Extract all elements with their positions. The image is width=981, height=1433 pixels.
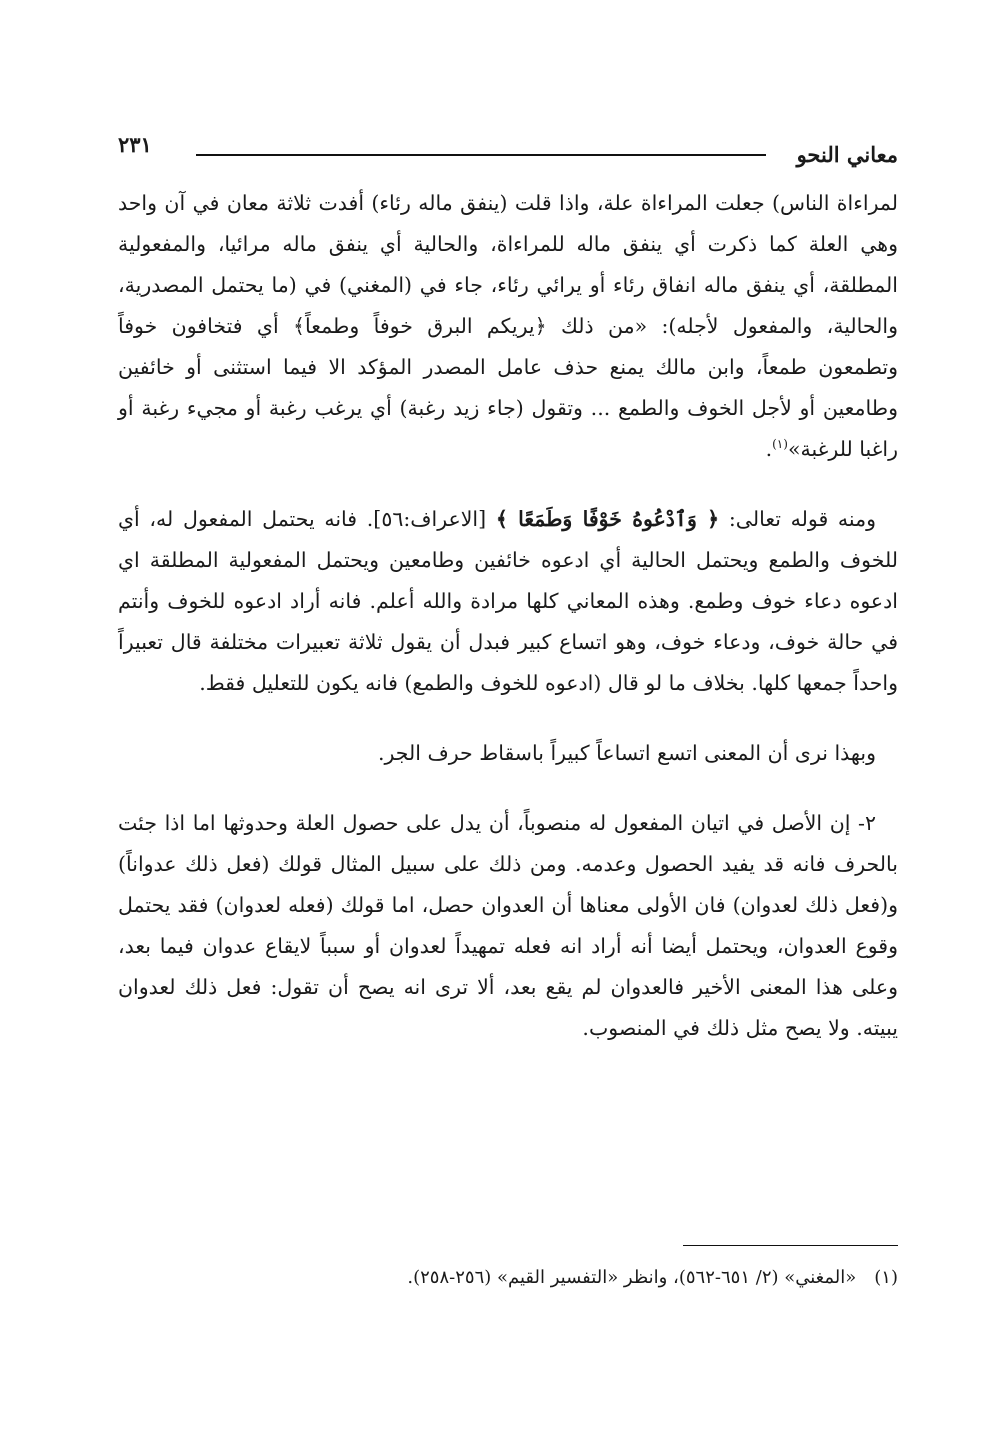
paragraph-2 [118, 499, 898, 704]
paragraph-3: وبهذا نرى أن المعنى اتسع اتساعاً كبيراً باسقاط حرف الجر. [377, 741, 876, 765]
quran-verse: ﴿ وَٱدْعُوهُ خَوْفًا وَطَمَعًا ﴾ [495, 507, 720, 531]
page-header [118, 128, 898, 168]
footnote [118, 1263, 898, 1293]
paragraph-1 [118, 183, 898, 470]
paragraph-1-end: . [765, 437, 773, 461]
main-text [118, 183, 898, 1049]
paragraph-1-text: لمراءاة الناس) جعلت المراءاة علة، واذا قلت (ينفق ماله رئاء) أفدت ثلاثة معان في آن واحد وهي العلة كما ذكرت أي ينفق ماله للمراءاة، والحالية أي ينفق ماله مرائيا، والمفعولية المطلقة، أي ينفق ماله انفاق رئاء أو يرائي رئاء، جاء في (المغني) في (ما يحتمل المصدرية، والحالية، والمفعول لأجله): «من ذلك ﴿يريكم البرق خوفاً وطمعاً﴾ أي فتخافون خوفاً وتطمعون طمعاً، وابن مالك يمنع حذف عامل المصدر المؤكد الا فيما استثنى أو خائفين وطامعين أو لأجل الخوف والطمع ... وتقول (جاء زيد رغبة) أي يرغب رغبة أو مجيء رغبة أو راغبا للرغبة» [118, 191, 898, 461]
footnote-text: «المغني» (٢/ ٦٥١-٥٦٢)، وانظر «التفسير القيم» (٢٥٦-٢٥٨). [407, 1267, 857, 1288]
page-number: ٢٣١ [118, 132, 152, 157]
paragraph-2-text: [الاعراف:٥٦]. فانه يحتمل المفعول له، أي للخوف والطمع ويحتمل الحالية أي ادعوه خائفين وطامعين ويحتمل المفعولية المطلقة اي ادعوه دعاء خوف وطمع. وهذه المعاني كلها مرادة والله أعلم. فانه أراد ادعوه للخوف وأنتم في حالة خوف، ودعاء خوف، وهو اتساع كبير فبدل أن يقول ثلاثة تعبيرات مختلفة قال تعبيراً واحداً جمعها كلها. بخلاف ما لو قال (ادعوه للخوف والطمع) فانه يكون للتعليل فقط. [118, 507, 898, 695]
paragraph-4: ٢- إن الأصل في اتيان المفعول له منصوباً، أن يدل على حصول العلة وحدوثها اما اذا جئت بالحرف فانه قد يفيد الحصول وعدمه. ومن ذلك على سبيل المثال قولك (فعل ذلك عدواناً) و(فعل ذلك لعدوان) فان الأولى معناها أن العدوان حصل، اما قولك (فعله لعدوان) فقد يحتمل وقوع العدوان، ويحتمل أيضا أنه أراد انه فعله تمهيداً لعدوان أو سبباً لايقاع عدوان فيما بعد، وعلى هذا المعنى الأخير فالعدوان لم يقع بعد، ألا ترى انه يصح أن تقول: فعل ذلك لعدوان يبيته. ولا يصح مثل ذلك في المنصوب. [118, 811, 898, 1040]
footnote-number: (١) [874, 1267, 898, 1288]
header-rule [196, 154, 766, 156]
running-title: معاني النحو [796, 142, 898, 167]
paragraph-2-intro: ومنه قوله تعالى: [719, 507, 876, 531]
footnote-ref[interactable]: (١) [772, 437, 788, 452]
footnote-separator [683, 1245, 898, 1246]
